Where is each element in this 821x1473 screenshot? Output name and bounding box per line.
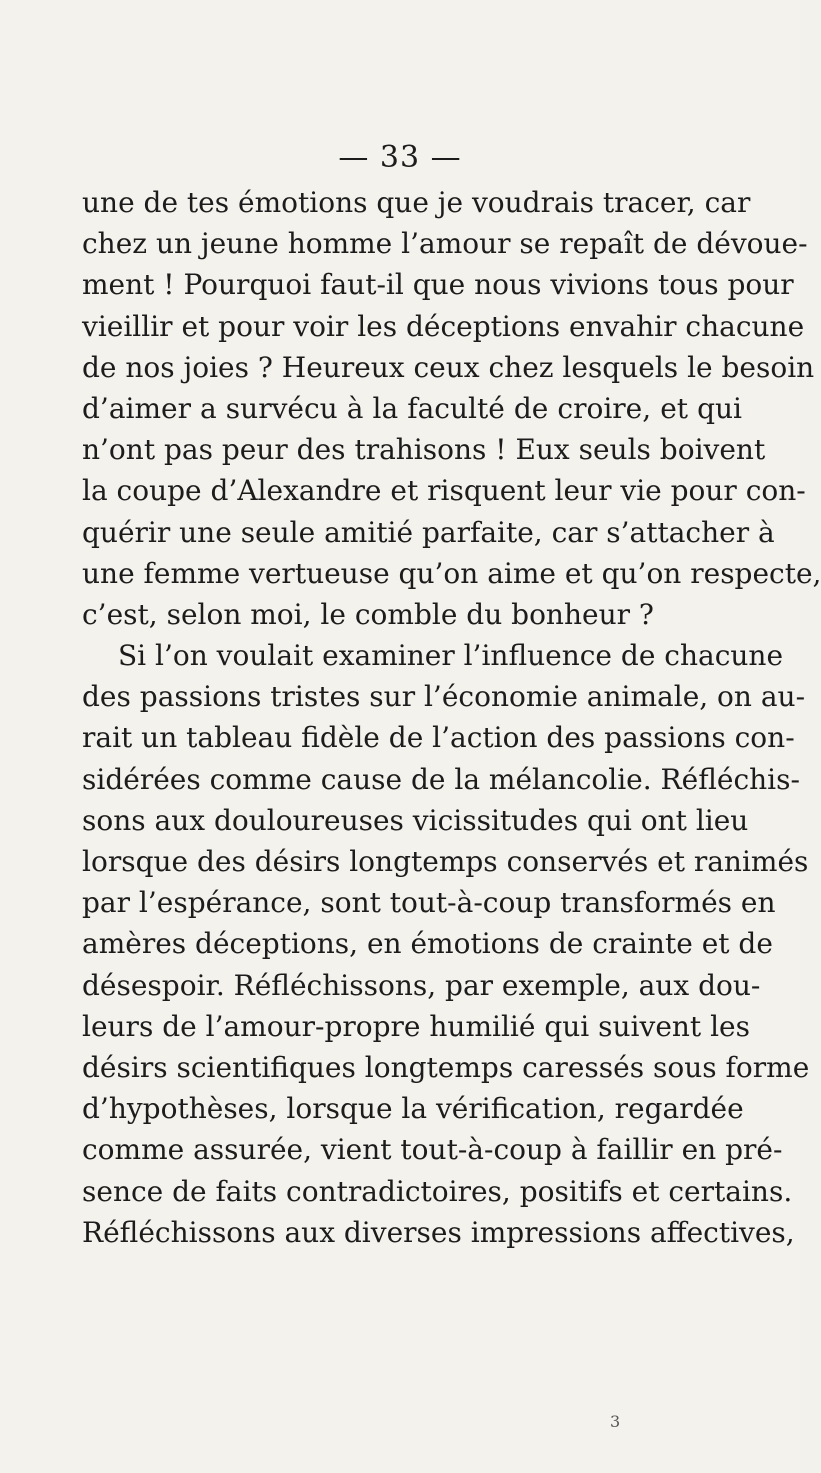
text-line: Réfléchissons aux diverses impressions affectives, [82, 1215, 795, 1249]
text-line: quérir une seule amitié parfaite, car s’attacher à [82, 515, 775, 549]
text-line: vieillir et pour voir les déceptions envahir chacune [82, 309, 805, 343]
text-line: c’est, selon moi, le comble du bonheur ? [82, 597, 654, 631]
text-line: rait un tableau fidèle de l’action des passions con- [82, 721, 795, 755]
signature-mark: 3 [610, 1412, 621, 1431]
text-line: n’ont pas peur des trahisons ! Eux seuls boivent [82, 433, 766, 467]
body-text [82, 182, 821, 1253]
text-line: ment ! Pourquoi faut-il que nous vivions tous pour [82, 268, 794, 302]
text-line: la coupe d’Alexandre et risquent leur vie pour con- [82, 474, 806, 508]
text-line: sons aux douloureuses vicissitudes qui ont lieu [82, 803, 749, 837]
text-line: amères déceptions, en émotions de crainte et de [82, 927, 773, 961]
text-line: désirs scientifiques longtemps caressés sous forme [82, 1050, 810, 1084]
text-line: de nos joies ? Heureux ceux chez lesquels le besoin [82, 350, 815, 384]
text-line: comme assurée, vient tout-à-coup à faillir en pré- [82, 1133, 783, 1167]
text-line: désespoir. Réfléchissons, par exemple, aux dou- [82, 968, 761, 1002]
text-line: des passions tristes sur l’économie animale, on au- [82, 680, 806, 714]
text-line: Si l’on voulait examiner l’influence de chacune [118, 639, 784, 673]
text-line: chez un jeune homme l’amour se repaît de dévoue- [82, 227, 808, 261]
text-line: d’hypothèses, lorsque la vérification, regardée [82, 1092, 744, 1126]
page-number-header: — 33 — [338, 140, 462, 175]
text-line: leurs de l’amour-propre humilié qui suivent les [82, 1009, 750, 1043]
text-line: sence de faits contradictoires, positifs et certains. [82, 1174, 793, 1208]
text-line: par l’espérance, sont tout-à-coup transformés en [82, 886, 776, 920]
text-line: une femme vertueuse qu’on aime et qu’on respecte, [82, 556, 821, 590]
text-line: sidérées comme cause de la mélancolie. Réfléchis- [82, 762, 800, 796]
text-line: lorsque des désirs longtemps conservés et ranimés [82, 845, 809, 878]
text-line: une de tes émotions que je voudrais tracer, car [82, 186, 751, 219]
text-line: d’aimer a survécu à la faculté de croire, et qui [82, 391, 742, 425]
